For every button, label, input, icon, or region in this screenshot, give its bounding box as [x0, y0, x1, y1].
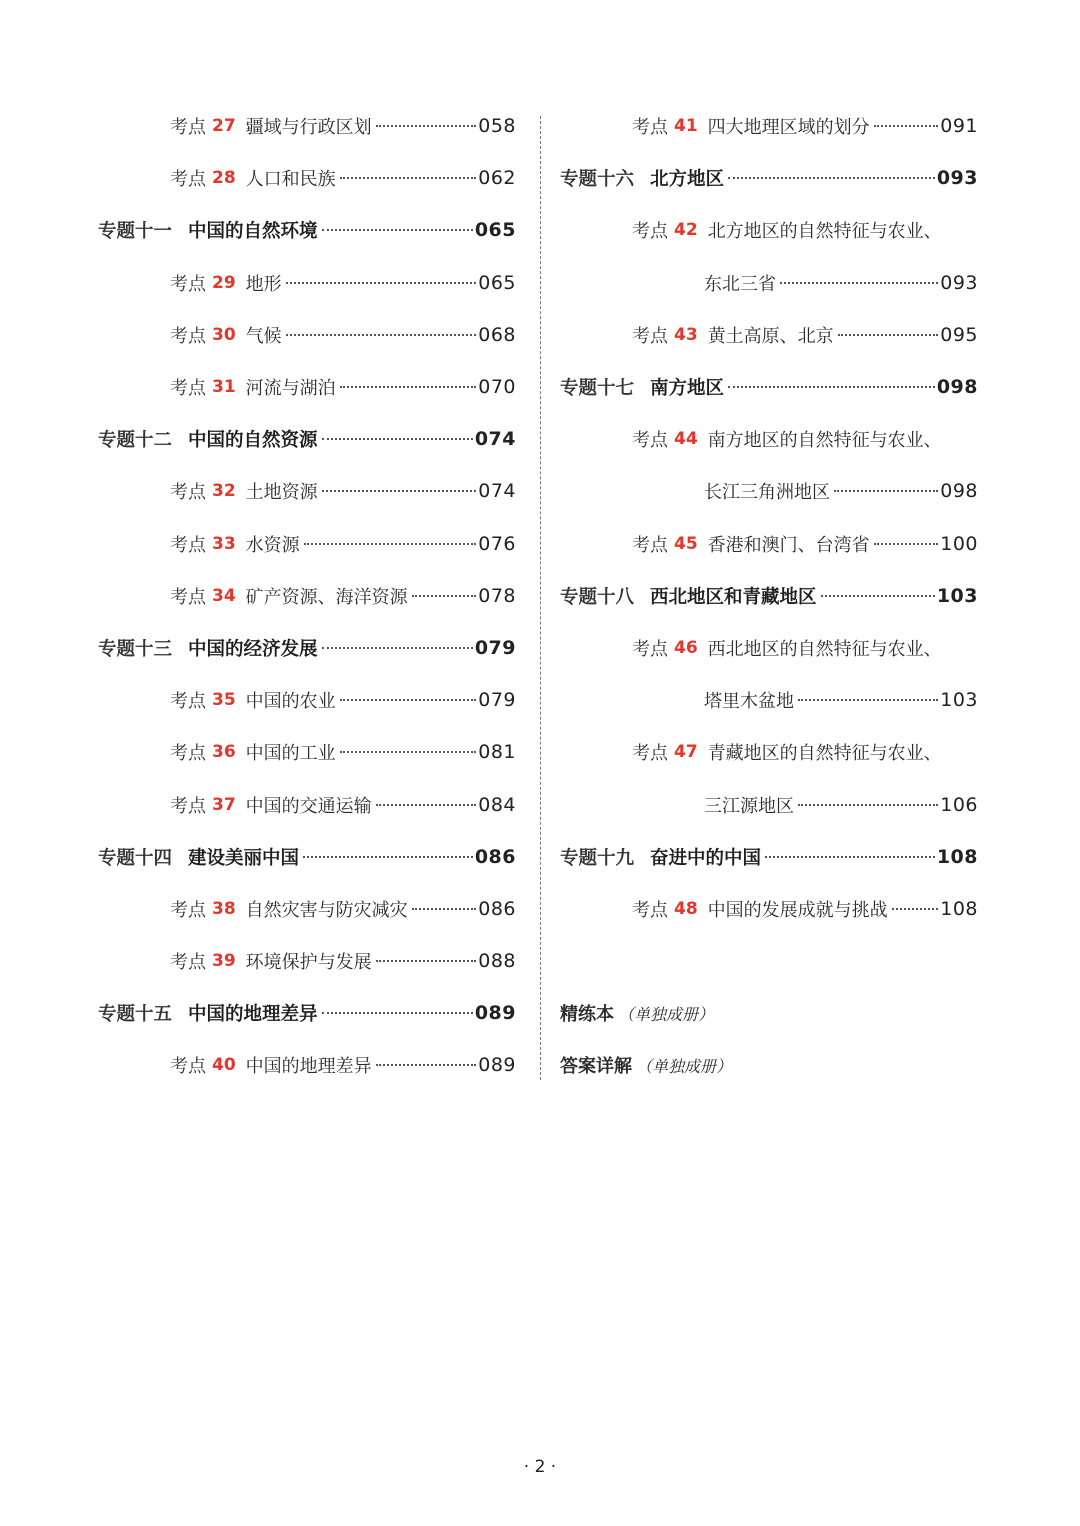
dot-leader — [838, 334, 939, 336]
point-label: 考点 — [170, 691, 206, 713]
point-label: 考点 — [632, 221, 668, 243]
dot-leader — [728, 177, 935, 179]
page-ref: 079 — [478, 689, 516, 712]
dot-leader — [322, 1012, 473, 1014]
dot-leader — [340, 751, 477, 753]
dot-leader — [340, 699, 477, 701]
dot-leader — [412, 908, 477, 910]
point-number: 41 — [674, 116, 698, 137]
point-number: 40 — [212, 1055, 236, 1076]
point-number: 34 — [212, 585, 236, 606]
dot-leader — [340, 386, 477, 388]
dot-leader — [376, 125, 477, 127]
page-ref: 103 — [936, 584, 978, 607]
page-ref: 074 — [474, 428, 516, 451]
book-title: 精练本 — [560, 1004, 614, 1026]
dot-leader — [340, 177, 477, 179]
toc-topic-entry[interactable] — [98, 622, 516, 674]
point-number: 43 — [674, 324, 698, 345]
topic-label: 专题十九 — [560, 847, 635, 869]
topic-label: 专题十二 — [98, 430, 173, 452]
point-title: 环境保护与发展 — [245, 952, 372, 974]
toc-point-entry[interactable] — [560, 100, 978, 152]
toc-point-entry-continued[interactable] — [560, 674, 978, 726]
page-ref: 065 — [478, 271, 516, 294]
dot-leader — [376, 1064, 477, 1066]
page-ref: 106 — [940, 793, 978, 816]
toc-point-entry[interactable] — [98, 778, 516, 830]
topic-title: 中国的自然环境 — [188, 221, 318, 243]
toc-point-entry[interactable] — [98, 726, 516, 778]
point-number: 45 — [674, 533, 698, 554]
dot-leader — [765, 856, 935, 858]
topic-title: 南方地区 — [650, 378, 725, 400]
page-ref: 081 — [478, 741, 516, 764]
toc-point-entry[interactable] — [560, 518, 978, 570]
topic-label: 专题十五 — [98, 1004, 173, 1026]
point-number: 46 — [674, 637, 698, 658]
toc-topic-entry[interactable] — [98, 204, 516, 256]
point-label: 考点 — [170, 325, 206, 347]
point-number: 38 — [212, 898, 236, 919]
point-label: 考点 — [170, 378, 206, 400]
point-label: 考点 — [170, 952, 206, 974]
page-ref: 093 — [936, 167, 978, 190]
dot-leader — [322, 490, 477, 492]
point-title: 北方地区的自然特征与农业、 — [707, 221, 942, 243]
point-title: 香港和澳门、台湾省 — [707, 534, 870, 556]
toc-point-entry[interactable] — [98, 309, 516, 361]
spacer — [560, 935, 978, 987]
point-number: 42 — [674, 220, 698, 241]
point-title: 中国的交通运输 — [245, 795, 372, 817]
point-number: 35 — [212, 690, 236, 711]
point-label: 考点 — [632, 325, 668, 347]
page-ref: 086 — [478, 897, 516, 920]
toc-left-column — [98, 100, 516, 1092]
toc-point-entry[interactable] — [560, 204, 978, 256]
page-ref: 079 — [474, 636, 516, 659]
page-ref: 086 — [474, 845, 516, 868]
point-label: 考点 — [632, 638, 668, 660]
dot-leader — [303, 856, 473, 858]
topic-title: 奋进中的中国 — [650, 847, 762, 869]
dot-leader — [412, 595, 477, 597]
point-number: 32 — [212, 481, 236, 502]
point-label: 考点 — [170, 169, 206, 191]
toc-book-entry[interactable] — [560, 1039, 978, 1091]
point-label: 考点 — [632, 534, 668, 556]
page-ref: 100 — [940, 532, 978, 555]
point-label: 考点 — [632, 430, 668, 452]
toc-point-entry-continued[interactable] — [560, 778, 978, 830]
page-ref: 103 — [940, 689, 978, 712]
toc-topic-entry[interactable] — [560, 361, 978, 413]
point-title: 河流与湖泊 — [245, 378, 336, 400]
toc-book-entry[interactable] — [560, 987, 978, 1039]
dot-leader — [780, 282, 938, 284]
point-title: 气候 — [245, 325, 282, 347]
toc-point-entry[interactable] — [98, 674, 516, 726]
point-title: 黄土高原、北京 — [707, 325, 834, 347]
point-number: 30 — [212, 324, 236, 345]
point-label: 考点 — [170, 795, 206, 817]
point-title: 青藏地区的自然特征与农业、 — [707, 743, 942, 765]
point-label: 考点 — [632, 899, 668, 921]
column-divider — [540, 116, 541, 1080]
point-number: 28 — [212, 168, 236, 189]
topic-title: 北方地区 — [650, 169, 725, 191]
page-ref: 074 — [478, 480, 516, 503]
dot-leader — [322, 229, 473, 231]
point-label: 考点 — [170, 743, 206, 765]
toc-topic-entry[interactable] — [560, 570, 978, 622]
dot-leader — [376, 960, 477, 962]
page-ref: 078 — [478, 584, 516, 607]
point-label: 考点 — [632, 117, 668, 139]
toc-point-entry[interactable] — [560, 309, 978, 361]
point-label: 考点 — [170, 1056, 206, 1078]
point-title: 矿产资源、海洋资源 — [245, 586, 408, 608]
dot-leader — [821, 595, 935, 597]
page-ref: 108 — [936, 845, 978, 868]
topic-label: 专题十三 — [98, 638, 173, 660]
toc-topic-entry[interactable] — [560, 152, 978, 204]
dot-leader — [376, 804, 477, 806]
toc-point-entry[interactable] — [98, 883, 516, 935]
point-number: 48 — [674, 898, 698, 919]
point-label: 考点 — [170, 586, 206, 608]
topic-label: 专题十六 — [560, 169, 635, 191]
toc-point-entry[interactable] — [98, 361, 516, 413]
page-ref: 062 — [478, 167, 516, 190]
dot-leader — [874, 125, 939, 127]
page-ref: 088 — [478, 950, 516, 973]
book-note: （单独成册） — [636, 1056, 733, 1076]
toc-topic-entry[interactable] — [98, 413, 516, 465]
point-title: 南方地区的自然特征与农业、 — [707, 430, 942, 452]
point-title: 中国的农业 — [245, 691, 336, 713]
toc-point-entry[interactable] — [98, 518, 516, 570]
toc-topic-entry[interactable] — [560, 831, 978, 883]
point-title: 中国的发展成就与挑战 — [707, 899, 888, 921]
page-number: · 2 · — [523, 1457, 557, 1477]
dot-leader — [286, 282, 477, 284]
page-ref: 093 — [940, 271, 978, 294]
toc-point-entry[interactable] — [98, 152, 516, 204]
toc-point-entry-continued[interactable] — [560, 465, 978, 517]
toc-point-entry[interactable] — [98, 465, 516, 517]
point-title: 人口和民族 — [245, 169, 336, 191]
dot-leader — [798, 804, 938, 806]
topic-title: 西北地区和青藏地区 — [650, 586, 817, 608]
point-title: 中国的工业 — [245, 743, 336, 765]
point-title-continued: 三江源地区 — [704, 795, 794, 817]
toc-point-entry[interactable] — [98, 257, 516, 309]
point-number: 39 — [212, 951, 236, 972]
topic-label: 专题十四 — [98, 847, 173, 869]
page-ref: 108 — [940, 897, 978, 920]
topic-label: 专题十八 — [560, 586, 635, 608]
point-title-continued: 塔里木盆地 — [704, 691, 794, 713]
point-title: 自然灾害与防灾减灾 — [245, 899, 408, 921]
point-title: 西北地区的自然特征与农业、 — [707, 638, 942, 660]
point-title: 四大地理区域的划分 — [707, 117, 870, 139]
point-title-continued: 东北三省 — [704, 273, 776, 295]
dot-leader — [892, 908, 939, 910]
dot-leader — [728, 386, 935, 388]
point-number: 31 — [212, 377, 236, 398]
point-number: 44 — [674, 429, 698, 450]
point-title: 土地资源 — [245, 482, 318, 504]
point-label: 考点 — [170, 899, 206, 921]
topic-title: 中国的地理差异 — [188, 1004, 318, 1026]
toc-point-entry[interactable] — [560, 622, 978, 674]
toc-point-entry[interactable] — [560, 883, 978, 935]
page-ref: 091 — [940, 115, 978, 138]
page-ref: 076 — [478, 532, 516, 555]
toc-right-column — [560, 100, 978, 1092]
toc-point-entry[interactable] — [560, 413, 978, 465]
page-ref: 089 — [478, 1054, 516, 1077]
toc-point-entry[interactable] — [98, 570, 516, 622]
point-title: 中国的地理差异 — [245, 1056, 372, 1078]
topic-label: 专题十一 — [98, 221, 173, 243]
toc-point-entry[interactable] — [560, 726, 978, 778]
page-ref: 068 — [478, 323, 516, 346]
page-ref: 095 — [940, 323, 978, 346]
dot-leader — [834, 490, 938, 492]
toc-point-entry-continued[interactable] — [560, 257, 978, 309]
book-note: （单独成册） — [618, 1004, 715, 1024]
point-label: 考点 — [632, 743, 668, 765]
toc-point-entry[interactable] — [98, 1039, 516, 1091]
topic-title: 建设美丽中国 — [188, 847, 300, 869]
page-ref: 070 — [478, 376, 516, 399]
point-title: 疆域与行政区划 — [245, 117, 372, 139]
point-title: 地形 — [245, 273, 282, 295]
book-title: 答案详解 — [560, 1056, 632, 1078]
point-label: 考点 — [170, 117, 206, 139]
page-ref: 065 — [474, 219, 516, 242]
page-ref: 084 — [478, 793, 516, 816]
toc-topic-entry[interactable] — [98, 831, 516, 883]
page-ref: 098 — [940, 480, 978, 503]
point-title: 水资源 — [245, 534, 300, 556]
dot-leader — [322, 647, 473, 649]
topic-label: 专题十七 — [560, 378, 635, 400]
toc-point-entry[interactable] — [98, 100, 516, 152]
point-number: 29 — [212, 272, 236, 293]
dot-leader — [798, 699, 938, 701]
page-ref: 089 — [474, 1002, 516, 1025]
point-label: 考点 — [170, 273, 206, 295]
toc-topic-entry[interactable] — [98, 987, 516, 1039]
point-number: 27 — [212, 116, 236, 137]
point-number: 47 — [674, 742, 698, 763]
page-ref: 058 — [478, 115, 516, 138]
dot-leader — [304, 543, 477, 545]
dot-leader — [322, 438, 473, 440]
point-label: 考点 — [170, 534, 206, 556]
point-number: 37 — [212, 794, 236, 815]
page-ref: 098 — [936, 376, 978, 399]
topic-title: 中国的经济发展 — [188, 638, 318, 660]
point-title-continued: 长江三角洲地区 — [704, 482, 830, 504]
point-number: 33 — [212, 533, 236, 554]
dot-leader — [874, 543, 939, 545]
point-label: 考点 — [170, 482, 206, 504]
dot-leader — [286, 334, 477, 336]
topic-title: 中国的自然资源 — [188, 430, 318, 452]
point-number: 36 — [212, 742, 236, 763]
toc-point-entry[interactable] — [98, 935, 516, 987]
